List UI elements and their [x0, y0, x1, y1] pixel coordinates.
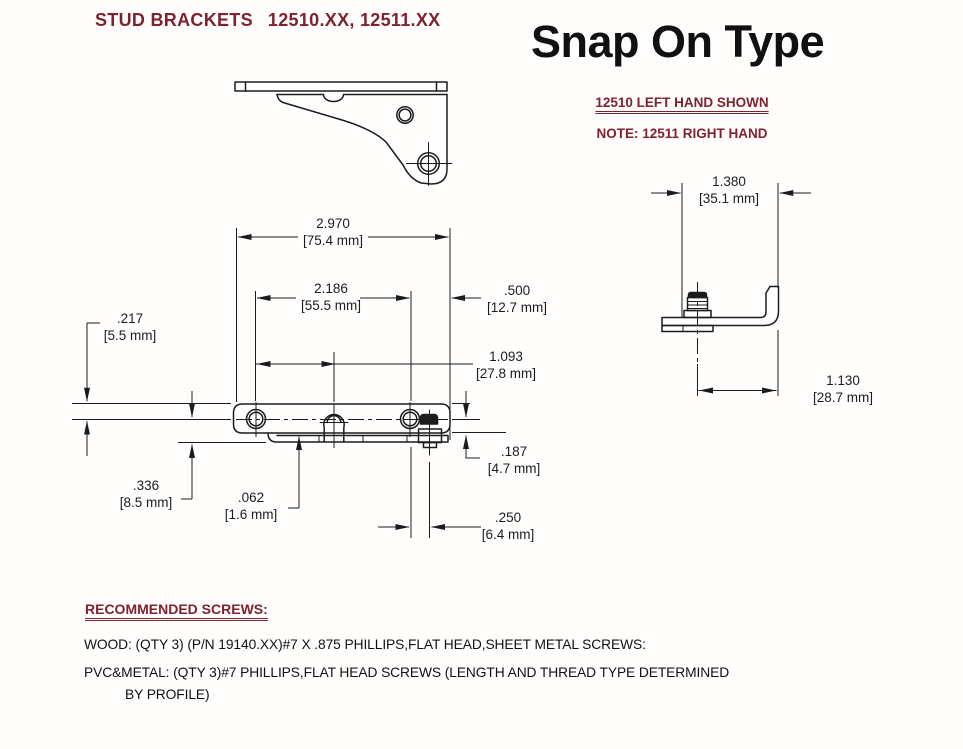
- variant-note-label: NOTE: 12511 RIGHT HAND: [596, 126, 768, 141]
- screws-pvc-metal-note: PVC&METAL: (QTY 3)#7 PHILLIPS,FLAT HEAD SCREWS (LENGTH AND THREAD TYPE DETERMINED: [84, 665, 730, 680]
- dim-flange-offset: .336 [8.5 mm]: [119, 478, 173, 510]
- product-title: STUD BRACKETS: [95, 10, 253, 30]
- dim-top-to-center: .217 [5.5 mm]: [103, 311, 157, 343]
- dim-hole-spacing: 2.186 [55.5 mm]: [300, 281, 362, 313]
- variant-shown-label: 12510 LEFT HAND SHOWN: [595, 95, 769, 110]
- product-codes: 12510.XX, 12511.XX: [267, 10, 441, 30]
- front-view-drawing: [234, 403, 451, 456]
- dim-hole-to-slot: 1.093 [27.8 mm]: [475, 349, 537, 381]
- type-heading: Snap On Type: [531, 16, 825, 67]
- dim-hole-to-stud: .250 [6.4 mm]: [481, 510, 535, 542]
- dim-end-offset: .500 [12.7 mm]: [486, 283, 548, 315]
- dim-stud-to-lip: 1.130 [28.7 mm]: [812, 373, 874, 405]
- dim-thickness: .062 [1.6 mm]: [224, 490, 278, 522]
- screws-wood-note: WOOD: (QTY 3) (P/N 19140.XX)#7 X .875 PHILLIPS,FLAT HEAD,SHEET METAL SCREWS:: [84, 637, 646, 652]
- side-view-drawing: [662, 287, 779, 332]
- top-view-drawing: [235, 82, 452, 186]
- dim-overall-width: 2.970 [75.4 mm]: [302, 216, 364, 248]
- dimension-lines: [72, 183, 811, 538]
- screws-heading: RECOMMENDED SCREWS:: [85, 601, 268, 617]
- screws-pvc-metal-note-wrap: BY PROFILE): [125, 687, 210, 702]
- dim-bracket-depth: 1.380 [35.1 mm]: [698, 174, 760, 206]
- dim-center-to-edge: .187 [4.7 mm]: [487, 444, 541, 476]
